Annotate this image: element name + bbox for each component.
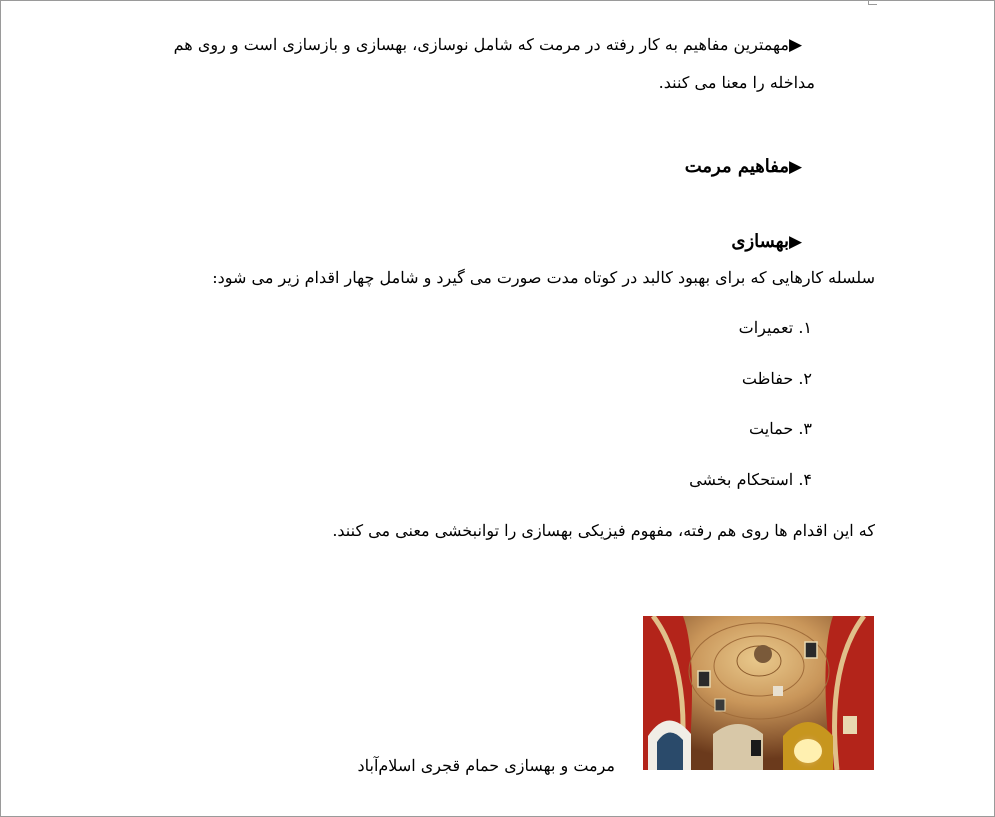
- list-item-label: حمایت: [749, 419, 794, 438]
- conclusion-paragraph: که این اقدام ها روی هم رفته، مفهوم فیزیکی بهسازی را توانبخشی معنی می کنند.: [332, 521, 875, 540]
- list-item-number: ۴.: [798, 470, 812, 489]
- heading-rehabilitation: [731, 228, 815, 256]
- bullet-arrow-icon: ▶: [789, 35, 803, 55]
- list-item-number: ۳.: [798, 419, 812, 438]
- page-corner-mark: [868, 0, 877, 5]
- bullet-arrow-icon: ▶: [789, 232, 803, 252]
- heading-concepts: [685, 153, 815, 181]
- intro-line-2: مداخله را معنا می کنند.: [658, 73, 815, 92]
- list-item: [689, 466, 812, 494]
- intro-line-1: مهمترین مفاهیم به کار رفته در مرمت که شامل نوسازی، بهسازی و بازسازی است و روی هم: [173, 35, 789, 54]
- list-item: [749, 415, 812, 443]
- rehab-intro-paragraph: سلسله کارهایی که برای بهبود کالبد در کوتاه مدت صورت می گیرد و شامل چهار اقدام زیر می شود:: [212, 268, 875, 287]
- list-item-number: ۱.: [798, 318, 812, 337]
- list-item: [742, 365, 812, 393]
- list-item-label: حفاظت: [741, 369, 794, 388]
- heading-concepts-label: مفاهیم مرمت: [684, 156, 789, 177]
- list-item-label: استحکام بخشی: [689, 470, 794, 489]
- list-item-number: ۲.: [798, 369, 812, 388]
- list-item-label: تعمیرات: [738, 318, 794, 337]
- bullet-arrow-icon: ▶: [789, 157, 803, 177]
- heading-rehabilitation-label: بهسازی: [731, 231, 789, 252]
- figure-caption: مرمت و بهسازی حمام قجری اسلام‌آباد: [357, 756, 615, 775]
- bathhouse-photo: [643, 616, 874, 770]
- list-item: [739, 314, 812, 342]
- intro-bullet: [115, 26, 815, 101]
